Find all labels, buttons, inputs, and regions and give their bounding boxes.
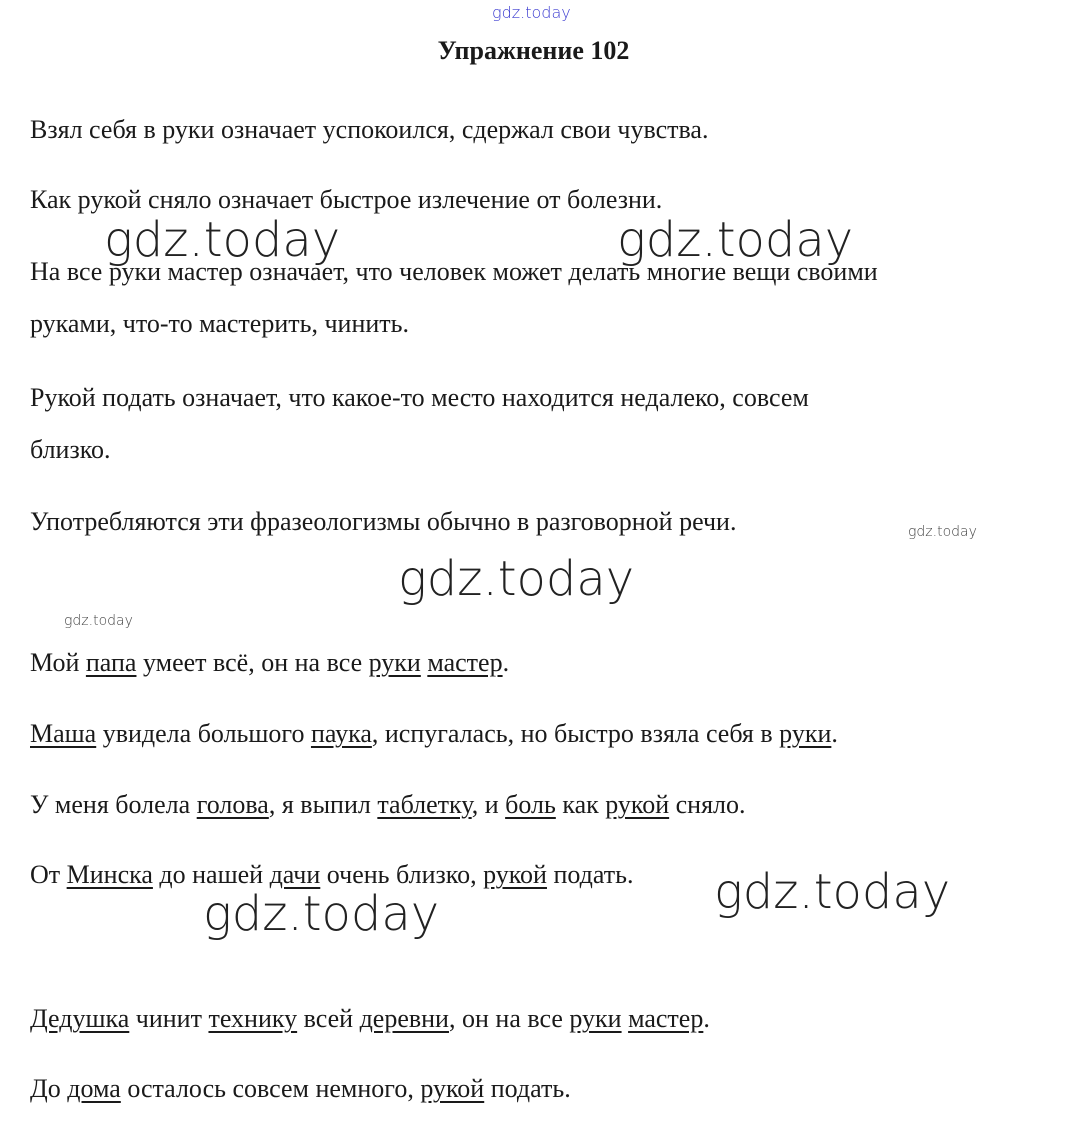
underlined-word: руки — [569, 1004, 622, 1033]
explanation-line: Взял себя в руки означает успокоился, сдержал свои чувства. — [30, 115, 709, 144]
underlined-word: Маша — [30, 719, 97, 748]
underlined-word: голова — [196, 790, 269, 819]
explanation-line: Рукой подать означает, что какое-то место находится недалеко, совсем — [30, 383, 809, 412]
text-segment: осталось совсем немного, — [120, 1074, 421, 1103]
underlined-word: боль — [505, 790, 556, 819]
explanation-line: Как рукой сняло означает быстрое излечение от болезни. — [30, 185, 663, 214]
example-sentence — [30, 859, 633, 891]
text-segment: сняло. — [669, 790, 746, 819]
example-sentence — [30, 718, 838, 750]
text-segment: . — [703, 1004, 710, 1033]
explanation-line: На все руки мастер означает, что человек может делать многие вещи своими — [30, 257, 878, 286]
underlined-word: паука — [310, 719, 372, 748]
underlined-word: дома — [67, 1074, 121, 1103]
example-sentence — [30, 1003, 710, 1035]
text-segment: чинит — [129, 1004, 209, 1033]
underlined-word: рукой — [483, 860, 547, 889]
explanation-line: близко. — [30, 435, 111, 464]
underlined-word: мастер — [628, 1004, 704, 1033]
text-segment: Мой — [30, 648, 86, 677]
example-sentence — [30, 647, 509, 679]
watermark: gdz.today — [104, 212, 341, 268]
text-segment: , и — [471, 790, 506, 819]
underlined-word: рукой — [605, 790, 670, 819]
underlined-word: руки — [779, 719, 832, 748]
watermark-top: gdz.today — [492, 3, 571, 22]
example-sentence — [30, 1073, 571, 1105]
underlined-word: Дедушка — [30, 1004, 130, 1033]
underlined-word: дачи — [269, 860, 321, 889]
text-segment: , он на все — [448, 1004, 570, 1033]
underlined-word: деревни — [359, 1004, 449, 1033]
text-segment: подать. — [484, 1074, 571, 1103]
underlined-word: технику — [208, 1004, 298, 1033]
text-segment: , испугалась, но быстро взяла себя в — [371, 719, 780, 748]
text-segment: подать. — [546, 860, 634, 889]
underlined-word: руки — [368, 648, 421, 677]
watermark: gdz.today — [714, 864, 951, 920]
underlined-word: мастер — [427, 648, 503, 677]
text-segment: увидела большого — [96, 719, 311, 748]
text-segment: . — [831, 719, 838, 748]
underlined-word: папа — [85, 648, 137, 677]
text-segment: У меня болела — [30, 790, 197, 819]
text-segment: . — [502, 648, 510, 677]
explanation-line: Употребляются эти фразеологизмы обычно в разговорной речи. — [30, 507, 737, 536]
underlined-word: рукой — [420, 1074, 485, 1103]
text-segment: всей — [297, 1004, 360, 1033]
text-segment: , я выпил — [268, 790, 378, 819]
text-segment: умеет всё, он на все — [136, 648, 369, 677]
watermark: gdz.today — [203, 886, 440, 942]
text-segment: как — [555, 790, 606, 819]
watermark: gdz.today — [398, 551, 635, 607]
underlined-word: Минска — [66, 860, 153, 889]
watermark-small: gdz.today — [64, 613, 133, 629]
watermark: gdz.today — [617, 212, 854, 268]
text-segment: От — [30, 860, 67, 889]
page-title: Упражнение 102 — [437, 36, 630, 65]
explanation-line: руками, что-то мастерить, чинить. — [30, 309, 410, 338]
example-sentence — [30, 789, 746, 821]
text-segment: До — [30, 1074, 68, 1103]
text-segment: до нашей — [152, 860, 270, 889]
watermark-small: gdz.today — [908, 524, 977, 540]
underlined-word: таблетку — [377, 790, 472, 819]
text-segment: очень близко, — [320, 860, 484, 889]
